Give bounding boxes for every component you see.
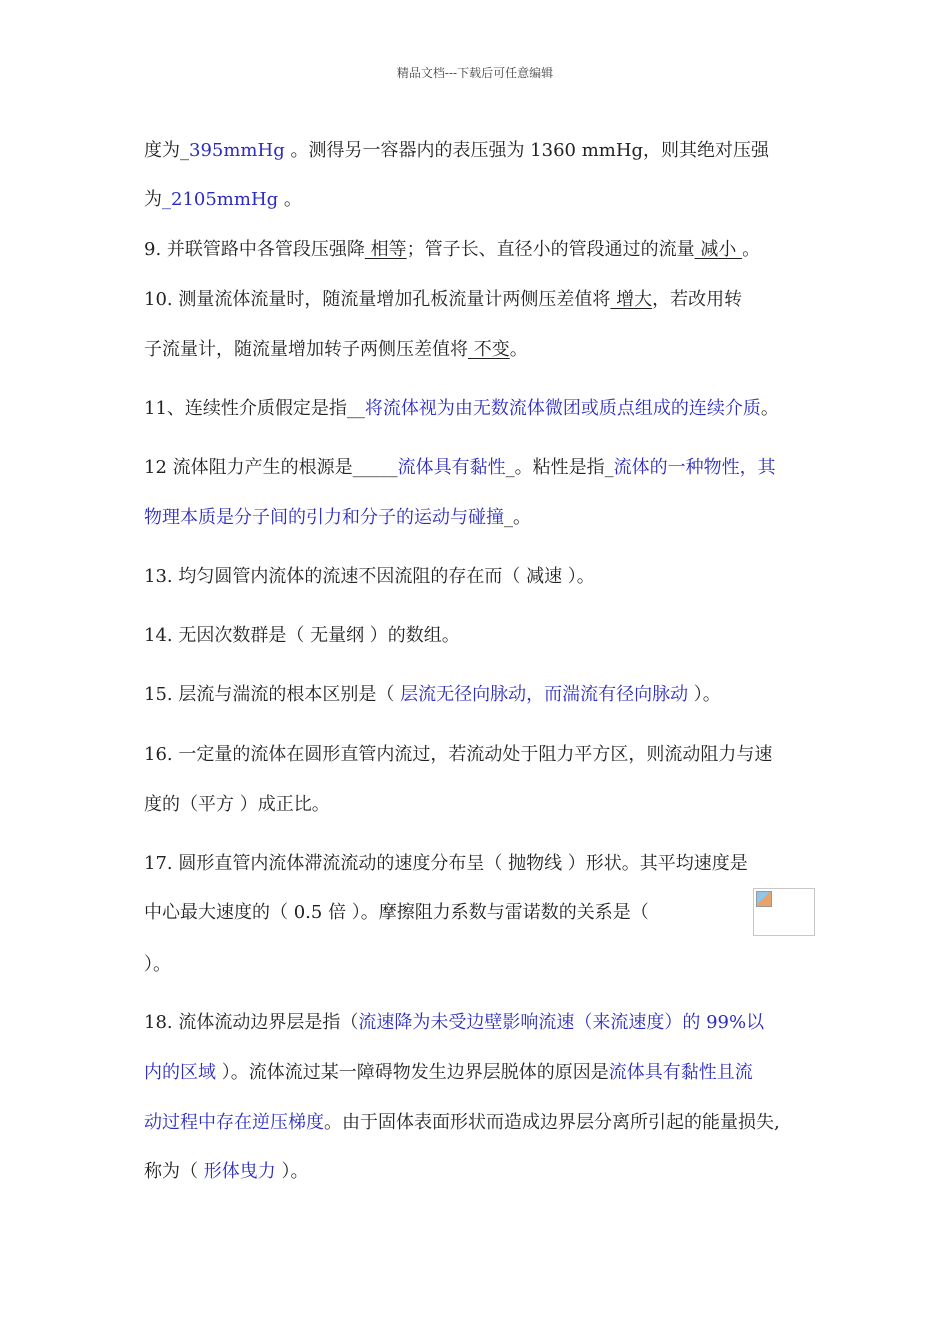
answer: 动过程中存在逆压梯度 xyxy=(144,1112,324,1133)
text-line: 内的区域 ）。流体流过某一障碍物发生边界层脱体的原因是流体具有黏性且流 xyxy=(144,1062,753,1083)
answer: 层流无径向脉动，而湍流有径向脉动 xyxy=(400,684,689,705)
text-line: 度为_395mmHg 。测得另一容器内的表压强为 1360 mmHg，则其绝对压强 xyxy=(144,140,770,161)
text-line: 度的（平方 ）成正比。 xyxy=(144,794,330,815)
answer: 形体曳力 xyxy=(203,1161,276,1182)
broken-image-icon xyxy=(756,891,772,907)
answer: 减小 xyxy=(694,239,743,260)
question-13: 13. 均匀圆管内流体的流速不因流阻的存在而（ 减速 ）。 xyxy=(144,566,595,587)
question-11: 11、连续性介质假定是指__将流体视为由无数流体微团或质点组成的连续介质。 xyxy=(144,398,779,419)
text-line: 子流量计，随流量增加转子两侧压差值将 不变。 xyxy=(144,339,528,360)
question-10: 10. 测量流体流量时，随流量增加孔板流量计两侧压差值将 增大，若改用转 xyxy=(144,289,743,310)
answer: 增大 xyxy=(610,289,653,310)
answer: _2105mmHg xyxy=(162,189,279,210)
answer: 内的区域 xyxy=(144,1062,216,1083)
embedded-image-placeholder xyxy=(753,888,815,936)
question-12: 12 流体阻力产生的根源是_____流体具有黏性_。粘性是指_流体的一种物性，其 xyxy=(144,457,776,478)
text-line: 动过程中存在逆压梯度。由于固体表面形状而造成边界层分离所引起的能量损失, xyxy=(144,1112,780,1133)
question-16: 16. 一定量的流体在圆形直管内流过，若流动处于阻力平方区，则流动阻力与速 xyxy=(144,744,773,765)
answer: 不变 xyxy=(468,339,510,360)
answer: 将流体视为由无数流体微团或质点组成的连续介质 xyxy=(364,398,761,419)
question-18: 18. 流体流动边界层是指（流速降为未受边壁影响流速（来流速度）的 99%以 xyxy=(144,1012,765,1033)
text-line: ）。 xyxy=(144,954,171,975)
answer: 相等 xyxy=(364,239,407,260)
answer: 流体具有黏性且流 xyxy=(608,1062,753,1083)
question-9: 9. 并联管路中各管段压强降 相等；管子长、直径小的管段通过的流量 减小 。 xyxy=(144,239,761,260)
text-line: 物理本质是分子间的引力和分子的运动与碰撞_。 xyxy=(144,507,531,528)
question-14: 14. 无因次数群是（ 无量纲 ）的数组。 xyxy=(144,625,460,646)
answer: 物理本质是分子间的引力和分子的运动与碰撞 xyxy=(144,507,504,528)
answer: 395mmHg xyxy=(189,140,285,161)
answer: 流体具有黏性 xyxy=(397,457,506,478)
answer: 流速降为未受边壁影响流速（来流速度）的 99%以 xyxy=(358,1012,765,1033)
answer: 流体的一种物性，其 xyxy=(613,457,776,478)
text-line: 为_2105mmHg 。 xyxy=(144,189,302,210)
question-15: 15. 层流与湍流的根本区别是（ 层流无径向脉动，而湍流有径向脉动 ）。 xyxy=(144,684,721,705)
text-line: 称为（ 形体曳力 ）。 xyxy=(144,1161,309,1182)
text-line: 中心最大速度的（ 0.5 倍 ）。摩擦阻力系数与雷诺数的关系是（ xyxy=(144,902,649,923)
page-header: 精品文档---下载后可任意编辑 xyxy=(396,66,554,80)
question-17: 17. 圆形直管内流体滞流流动的速度分布呈（ 抛物线 ）形状。其平均速度是 xyxy=(144,853,748,874)
